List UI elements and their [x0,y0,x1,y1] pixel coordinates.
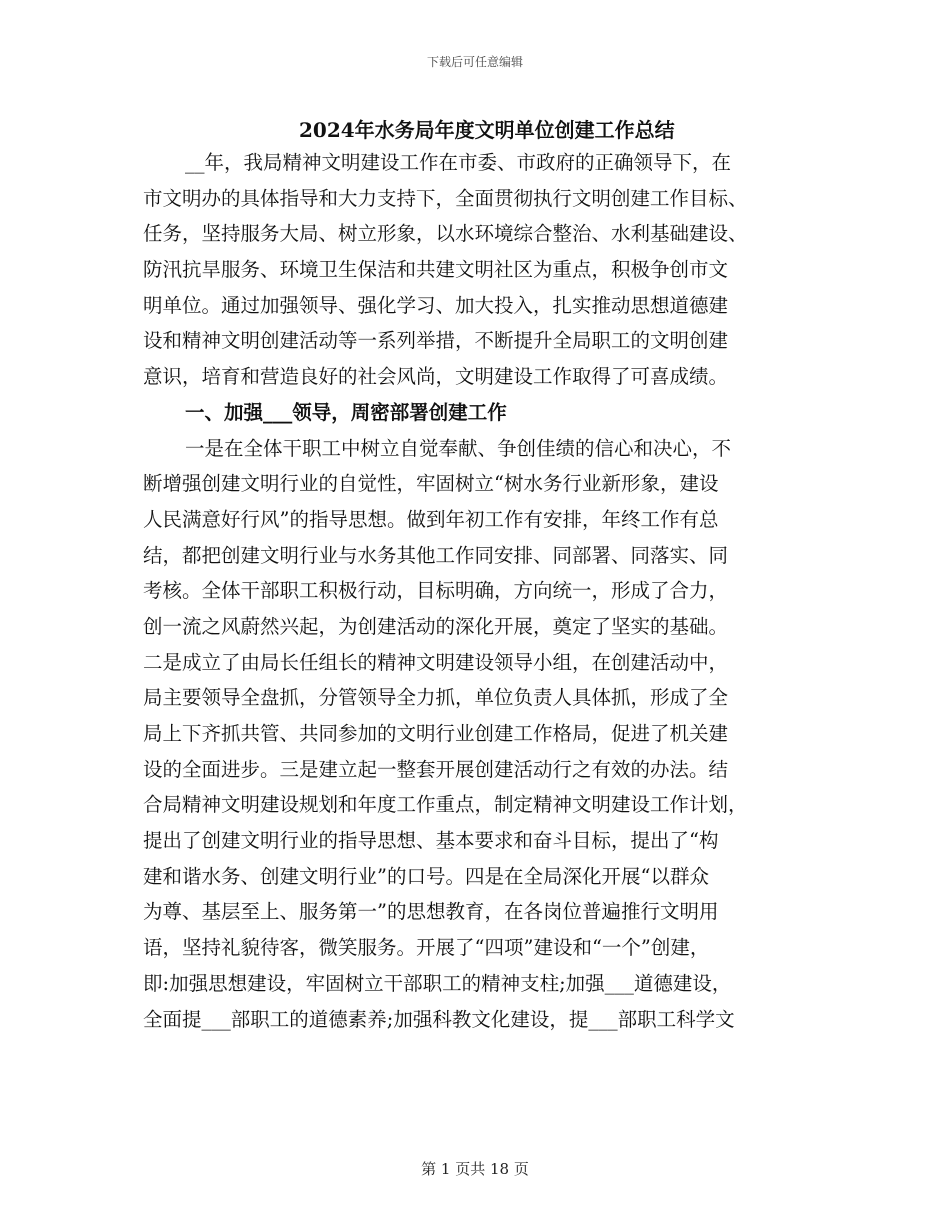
text-line: 局主要领导全盘抓，分管领导全力抓，单位负责人具体抓，形成了全 [143,686,729,710]
section-heading: 一、加强___领导，周密部署创建工作 [185,400,507,424]
text-line: 提出了创建文明行业的指导思想、基本要求和奋斗目标，提出了“构 [143,829,719,853]
text-line: 市文明办的具体指导和大力支持下，全面贯彻执行文明创建工作目标、 [143,186,748,210]
text-line: 明单位。通过加强领导、强化学习、加大投入，扎实推动思想道德建 [143,293,729,317]
text-line: 意识，培育和营造良好的社会风尚，文明建设工作取得了可喜成绩。 [143,365,729,389]
text-line: __年，我局精神文明建设工作在市委、市政府的正确领导下，在 [185,151,732,174]
text-line: 考核。全体干部职工积极行动，目标明确，方向统一，形成了合力， [143,579,729,603]
text-line: 人民满意好行风”的指导思想。做到年初工作有安排，年终工作有总 [143,507,719,531]
text-line: 二是成立了由局长任组长的精神文明建设领导小组，在创建活动中， [143,650,729,674]
text-line: 断增强创建文明行业的自觉性，牢固树立“树水务行业新形象，建设 [143,472,719,496]
text-line: 防汛抗旱服务、环境卫生保洁和共建文明社区为重点，积极争创市文 [143,258,729,282]
text-line: 结，都把创建文明行业与水务其他工作同安排、同部署、同落实、同 [143,543,729,567]
text-line: 建和谐水务、创建文明行业”的口号。四是在全局深化开展“以群众 [143,864,709,888]
document-title: 2024年水务局年度文明单位创建工作总结 [299,118,675,142]
text-line: 一是在全体干职工中树立自觉奉献、争创佳绩的信心和决心，不 [185,436,732,460]
text-line: 全面提___部职工的道德素养;加强科教文化建设，提___部职工科学文 [143,1007,735,1031]
header-note: 下载后可任意编辑 [426,55,523,69]
text-line: 局上下齐抓共管、共同参加的文明行业创建工作格局，促进了机关建 [143,722,729,745]
text-line: 语，坚持礼貌待客，微笑服务。开展了“四项”建设和“一个”创建， [143,936,710,960]
text-line: 任务，坚持服务大局、树立形象，以水环境综合整治、水利基础建设、 [143,222,748,246]
text-line: 设和精神文明创建活动等一系列举措，不断提升全局职工的文明创建 [143,329,729,353]
text-line: 合局精神文明建设规划和年度工作重点，制定精神文明建设工作计划， [143,793,748,817]
page-footer: 第 1 页共 18 页 [421,1160,529,1178]
document-body [143,145,811,1037]
text-line: 创一流之风蔚然兴起，为创建活动的深化开展，奠定了坚实的基础。 [143,614,729,638]
text-line: 设的全面进步。三是建立起一整套开展创建活动行之有效的办法。结 [143,757,729,781]
text-line: 为尊、基层至上、服务第一”的思想教育，在各岗位普遍推行文明用 [143,900,719,924]
text-line: 即:加强思想建设，牢固树立干部职工的精神支柱;加强___道德建设， [143,971,732,995]
